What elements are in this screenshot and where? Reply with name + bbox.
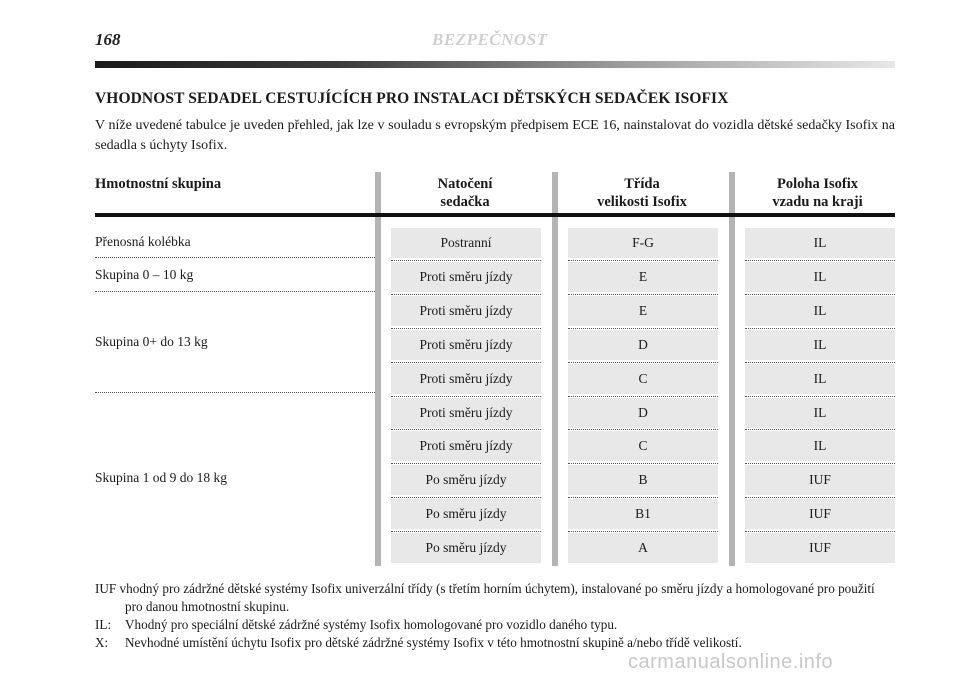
row-rule bbox=[568, 497, 718, 498]
row-rule bbox=[95, 392, 375, 393]
row-rule bbox=[391, 463, 541, 464]
footnotes bbox=[95, 580, 895, 652]
table-cell-orientation: Po směru jízdy bbox=[391, 533, 541, 563]
row-rule bbox=[391, 429, 541, 430]
row-rule bbox=[745, 396, 895, 397]
header-rule bbox=[95, 213, 895, 217]
table-cell-orientation: Proti směru jízdy bbox=[391, 398, 541, 428]
section-title: BEZPEČNOST bbox=[432, 30, 548, 49]
table-cell-orientation: Proti směru jízdy bbox=[391, 262, 541, 292]
table-cell-orientation: Proti směru jízdy bbox=[391, 431, 541, 461]
row-rule bbox=[568, 362, 718, 363]
row-rule bbox=[568, 294, 718, 295]
isofix-table bbox=[95, 172, 895, 568]
footnote-x bbox=[95, 634, 895, 652]
row-rule bbox=[745, 429, 895, 430]
page-heading: VHODNOST SEDADEL CESTUJÍCÍCH PRO INSTALACI DĚTSKÝCH SEDAČEK ISOFIX bbox=[95, 90, 729, 107]
table-cell-size-class: D bbox=[568, 398, 718, 428]
table-cell-orientation: Proti směru jízdy bbox=[391, 364, 541, 394]
table-cell-orientation: Po směru jízdy bbox=[391, 465, 541, 495]
row-rule bbox=[745, 294, 895, 295]
row-rule bbox=[391, 362, 541, 363]
group-label: Skupina 1 od 9 do 18 kg bbox=[95, 470, 228, 485]
group-label: Skupina 0+ do 13 kg bbox=[95, 334, 208, 349]
footnote-text: Nevhodné umístění úchytu Isofix pro dětské zádržné systémy Isofix v této hmotnostní skupině a/nebo třídě velikostí. bbox=[125, 635, 742, 650]
footnote-key: IL: bbox=[95, 617, 112, 632]
intro-paragraph: V níže uvedené tabulce je uveden přehled, jak lze v souladu s evropským předpisem ECE 16, nainstalovat do vozidla dětské sedačky Isofix na sedadla s úchyty Isofix. bbox=[95, 118, 895, 153]
row-rule bbox=[391, 396, 541, 397]
header-size-class bbox=[567, 175, 717, 211]
table-cell-position: IUF bbox=[745, 499, 895, 529]
row-rule bbox=[391, 294, 541, 295]
table-cell-size-class: C bbox=[568, 431, 718, 461]
table-cell-orientation: Proti směru jízdy bbox=[391, 296, 541, 326]
row-rule bbox=[568, 396, 718, 397]
row-rule bbox=[745, 328, 895, 329]
table-cell-position: IUF bbox=[745, 533, 895, 563]
table-cell-size-class: A bbox=[568, 533, 718, 563]
table-cell-position: IL bbox=[745, 262, 895, 292]
page-number: 168 bbox=[95, 30, 121, 49]
table-cell-size-class: E bbox=[568, 296, 718, 326]
table-cell-position: IL bbox=[745, 296, 895, 326]
header-position-line1: Poloha Isofix bbox=[777, 176, 858, 192]
row-rule bbox=[568, 328, 718, 329]
row-rule bbox=[568, 429, 718, 430]
column-divider bbox=[729, 172, 735, 566]
row-rule bbox=[391, 260, 541, 261]
table-cell-size-class: E bbox=[568, 262, 718, 292]
table-cell-size-class: B1 bbox=[568, 499, 718, 529]
table-cell-size-class: F-G bbox=[568, 228, 718, 258]
row-rule bbox=[95, 257, 375, 258]
table-cell-position: IUF bbox=[745, 465, 895, 495]
header-size-class-line1: Třída bbox=[624, 176, 660, 192]
row-rule bbox=[391, 328, 541, 329]
column-divider bbox=[552, 172, 558, 566]
header-position bbox=[740, 175, 895, 211]
table-cell-position: IL bbox=[745, 228, 895, 258]
table-cell-position: IL bbox=[745, 364, 895, 394]
row-rule bbox=[745, 362, 895, 363]
header-orientation bbox=[390, 175, 540, 211]
group-label: Skupina 0 – 10 kg bbox=[95, 267, 194, 282]
column-divider bbox=[375, 172, 381, 566]
table-cell-size-class: B bbox=[568, 465, 718, 495]
row-rule bbox=[391, 497, 541, 498]
header-size-class-line2: velikosti Isofix bbox=[597, 194, 687, 210]
header-orientation-line2: sedačka bbox=[440, 194, 490, 210]
row-rule bbox=[95, 291, 375, 292]
table-cell-orientation: Po směru jízdy bbox=[391, 499, 541, 529]
header-group: Hmotnostní skupina bbox=[95, 176, 222, 192]
header-orientation-line1: Natočení bbox=[437, 176, 493, 192]
table-cell-position: IL bbox=[745, 330, 895, 360]
row-rule bbox=[745, 463, 895, 464]
table-cell-orientation: Postranní bbox=[391, 228, 541, 258]
row-rule bbox=[568, 463, 718, 464]
row-rule bbox=[568, 260, 718, 261]
table-cell-position: IL bbox=[745, 431, 895, 461]
row-rule bbox=[391, 531, 541, 532]
footnote-key: X: bbox=[95, 635, 109, 650]
row-rule bbox=[568, 531, 718, 532]
footnote-text: Vhodný pro speciální dětské zádržné systémy Isofix homologované pro vozidlo daného typu. bbox=[125, 617, 618, 632]
watermark: carmanualsonline.info bbox=[628, 651, 834, 673]
table-cell-size-class: C bbox=[568, 364, 718, 394]
table-cell-position: IL bbox=[745, 398, 895, 428]
header-bar bbox=[95, 61, 895, 68]
row-rule bbox=[745, 260, 895, 261]
table-cell-size-class: D bbox=[568, 330, 718, 360]
group-label: Přenosná kolébka bbox=[95, 234, 191, 249]
row-rule bbox=[745, 497, 895, 498]
footnote-il bbox=[95, 616, 895, 634]
footnote-iuf: IUF vhodný pro zádržné dětské systémy Isofix univerzální třídy (s třetím horním úchytem), instalované po směru jízdy a homologované pro použití pro danou hmotnostní skupinu. bbox=[95, 581, 875, 614]
table-cell-orientation: Proti směru jízdy bbox=[391, 330, 541, 360]
header-position-line2: vzadu na kraji bbox=[772, 194, 863, 210]
row-rule bbox=[745, 531, 895, 532]
